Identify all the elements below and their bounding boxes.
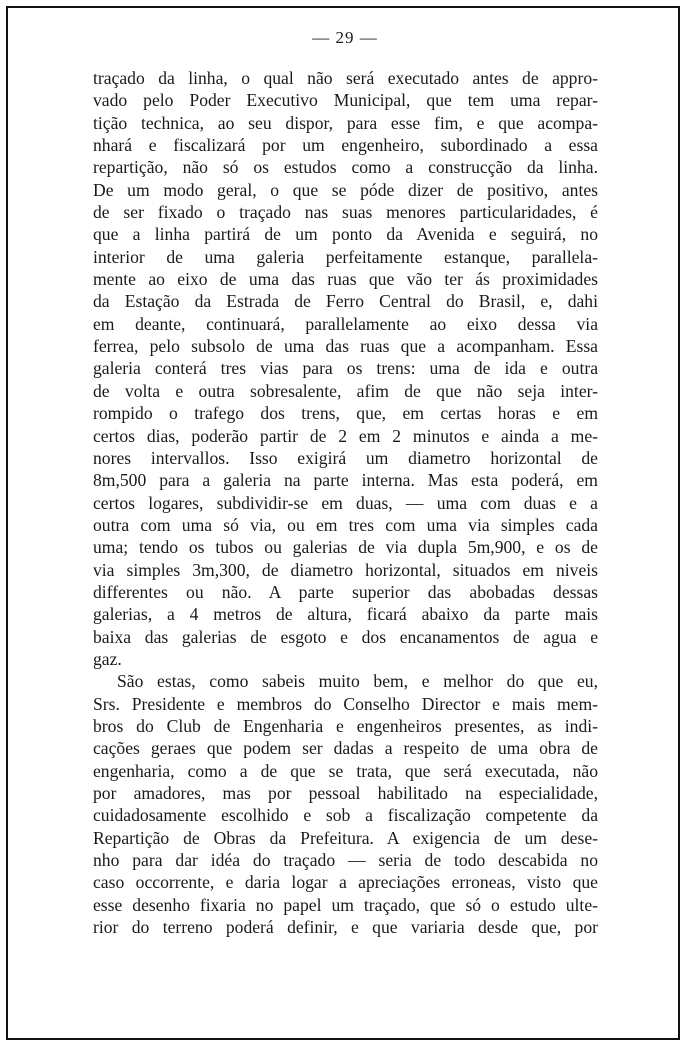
text-line: repartição, não só os estudos como a construcção da linha. — [93, 157, 598, 178]
text-line: outra com uma só via, ou em tres com uma via simples cada — [93, 514, 598, 535]
paragraph-1 — [93, 67, 598, 670]
page-number: — 29 — — [312, 28, 378, 47]
text-line: por amadores, mas por pessoal habilitado na especialidade, — [93, 783, 598, 803]
text-line: em deante, continuará, parallelamente ao eixo dessa via — [93, 313, 598, 334]
text-line: certos dias, poderão partir de 2 em 2 minutos e ainda a me- — [93, 425, 598, 446]
text-line: bros do Club de Engenharia e engenheiros presentes, as indi- — [93, 715, 598, 736]
text-line: nores intervallos. Isso exigirá um diametro horizontal de — [93, 447, 598, 468]
text-line: esse desenho fixaria no papel um traçado, que só o estudo ulte- — [93, 894, 598, 915]
text-line: de ser fixado o traçado nas suas menores particularidades, é — [93, 202, 598, 223]
body-text — [93, 67, 598, 938]
text-line: certos logares, subdividir-se em duas, — uma com duas e a — [93, 492, 598, 513]
text-line: differentes ou não. A parte superior das abobadas dessas — [93, 581, 598, 602]
text-line: cuidadosamente escolhido e sob a fiscalização competente da — [93, 805, 598, 826]
text-line: cações geraes que podem ser dadas a respeito de uma obra de — [93, 738, 598, 759]
text-line: interior de uma galeria perfeitamente estanque, parallela- — [93, 246, 598, 267]
text-line: traçado da linha, o qual não será executado antes de appro- — [93, 68, 598, 88]
text-line: Srs. Presidente e membros do Conselho Director e mais mem- — [93, 693, 598, 714]
text-line: nho para dar idéa do traçado — seria de todo descabida no — [93, 850, 598, 871]
text-line: da Estação da Estrada de Ferro Central do Brasil, e, dahi — [93, 291, 598, 312]
text-line: tição technica, ao seu dispor, para esse fim, e que acompa- — [93, 112, 598, 133]
text-line: galerias, a 4 metros de altura, ficará abaixo da parte mais — [93, 604, 598, 625]
text-line: rior do terreno poderá definir, e que variaria desde que, por — [93, 917, 598, 938]
text-line: ferrea, pelo subsolo de uma das ruas que a acompanham. Essa — [93, 336, 598, 357]
text-line: 8m,500 para a galeria na parte interna. Mas esta poderá, em — [93, 470, 598, 491]
text-line: baixa das galerias de esgoto e dos encanamentos de agua e — [93, 626, 598, 647]
text-line: galeria conterá tres vias para os trens: uma de ida e outra — [93, 358, 598, 379]
text-line: uma; tendo os tubos ou galerias de via dupla 5m,900, e os de — [93, 537, 598, 558]
text-line: engenharia, como a de que se trata, que será executada, não — [93, 760, 598, 781]
text-line: rompido o trafego dos trens, que, em certas horas e em — [93, 403, 598, 424]
text-line: nhará e fiscalizará por um engenheiro, subordinado a essa — [93, 135, 598, 156]
text-line: via simples 3m,300, de diametro horizontal, situados em niveis — [93, 559, 598, 580]
text-line: caso occorrente, e daria logar a apreciações erroneas, visto que — [93, 872, 598, 893]
text-line: de volta e outra sobresalente, afim de que não seja inter- — [93, 380, 598, 401]
text-line: De um modo geral, o que se póde dizer de positivo, antes — [93, 179, 598, 200]
paragraph-2 — [93, 670, 598, 938]
text-line: que a linha partirá de um ponto da Avenida e seguirá, no — [93, 224, 598, 245]
text-line: gaz. — [93, 648, 122, 669]
text-line: Repartição de Obras da Prefeitura. A exigencia de um dese- — [93, 827, 598, 848]
text-line: São estas, como sabeis muito bem, e melhor do que eu, — [117, 671, 598, 692]
text-line: mente ao eixo de uma das ruas que vão ter ás proximidades — [93, 269, 598, 290]
text-line: vado pelo Poder Executivo Municipal, que tem uma repar- — [93, 90, 598, 111]
